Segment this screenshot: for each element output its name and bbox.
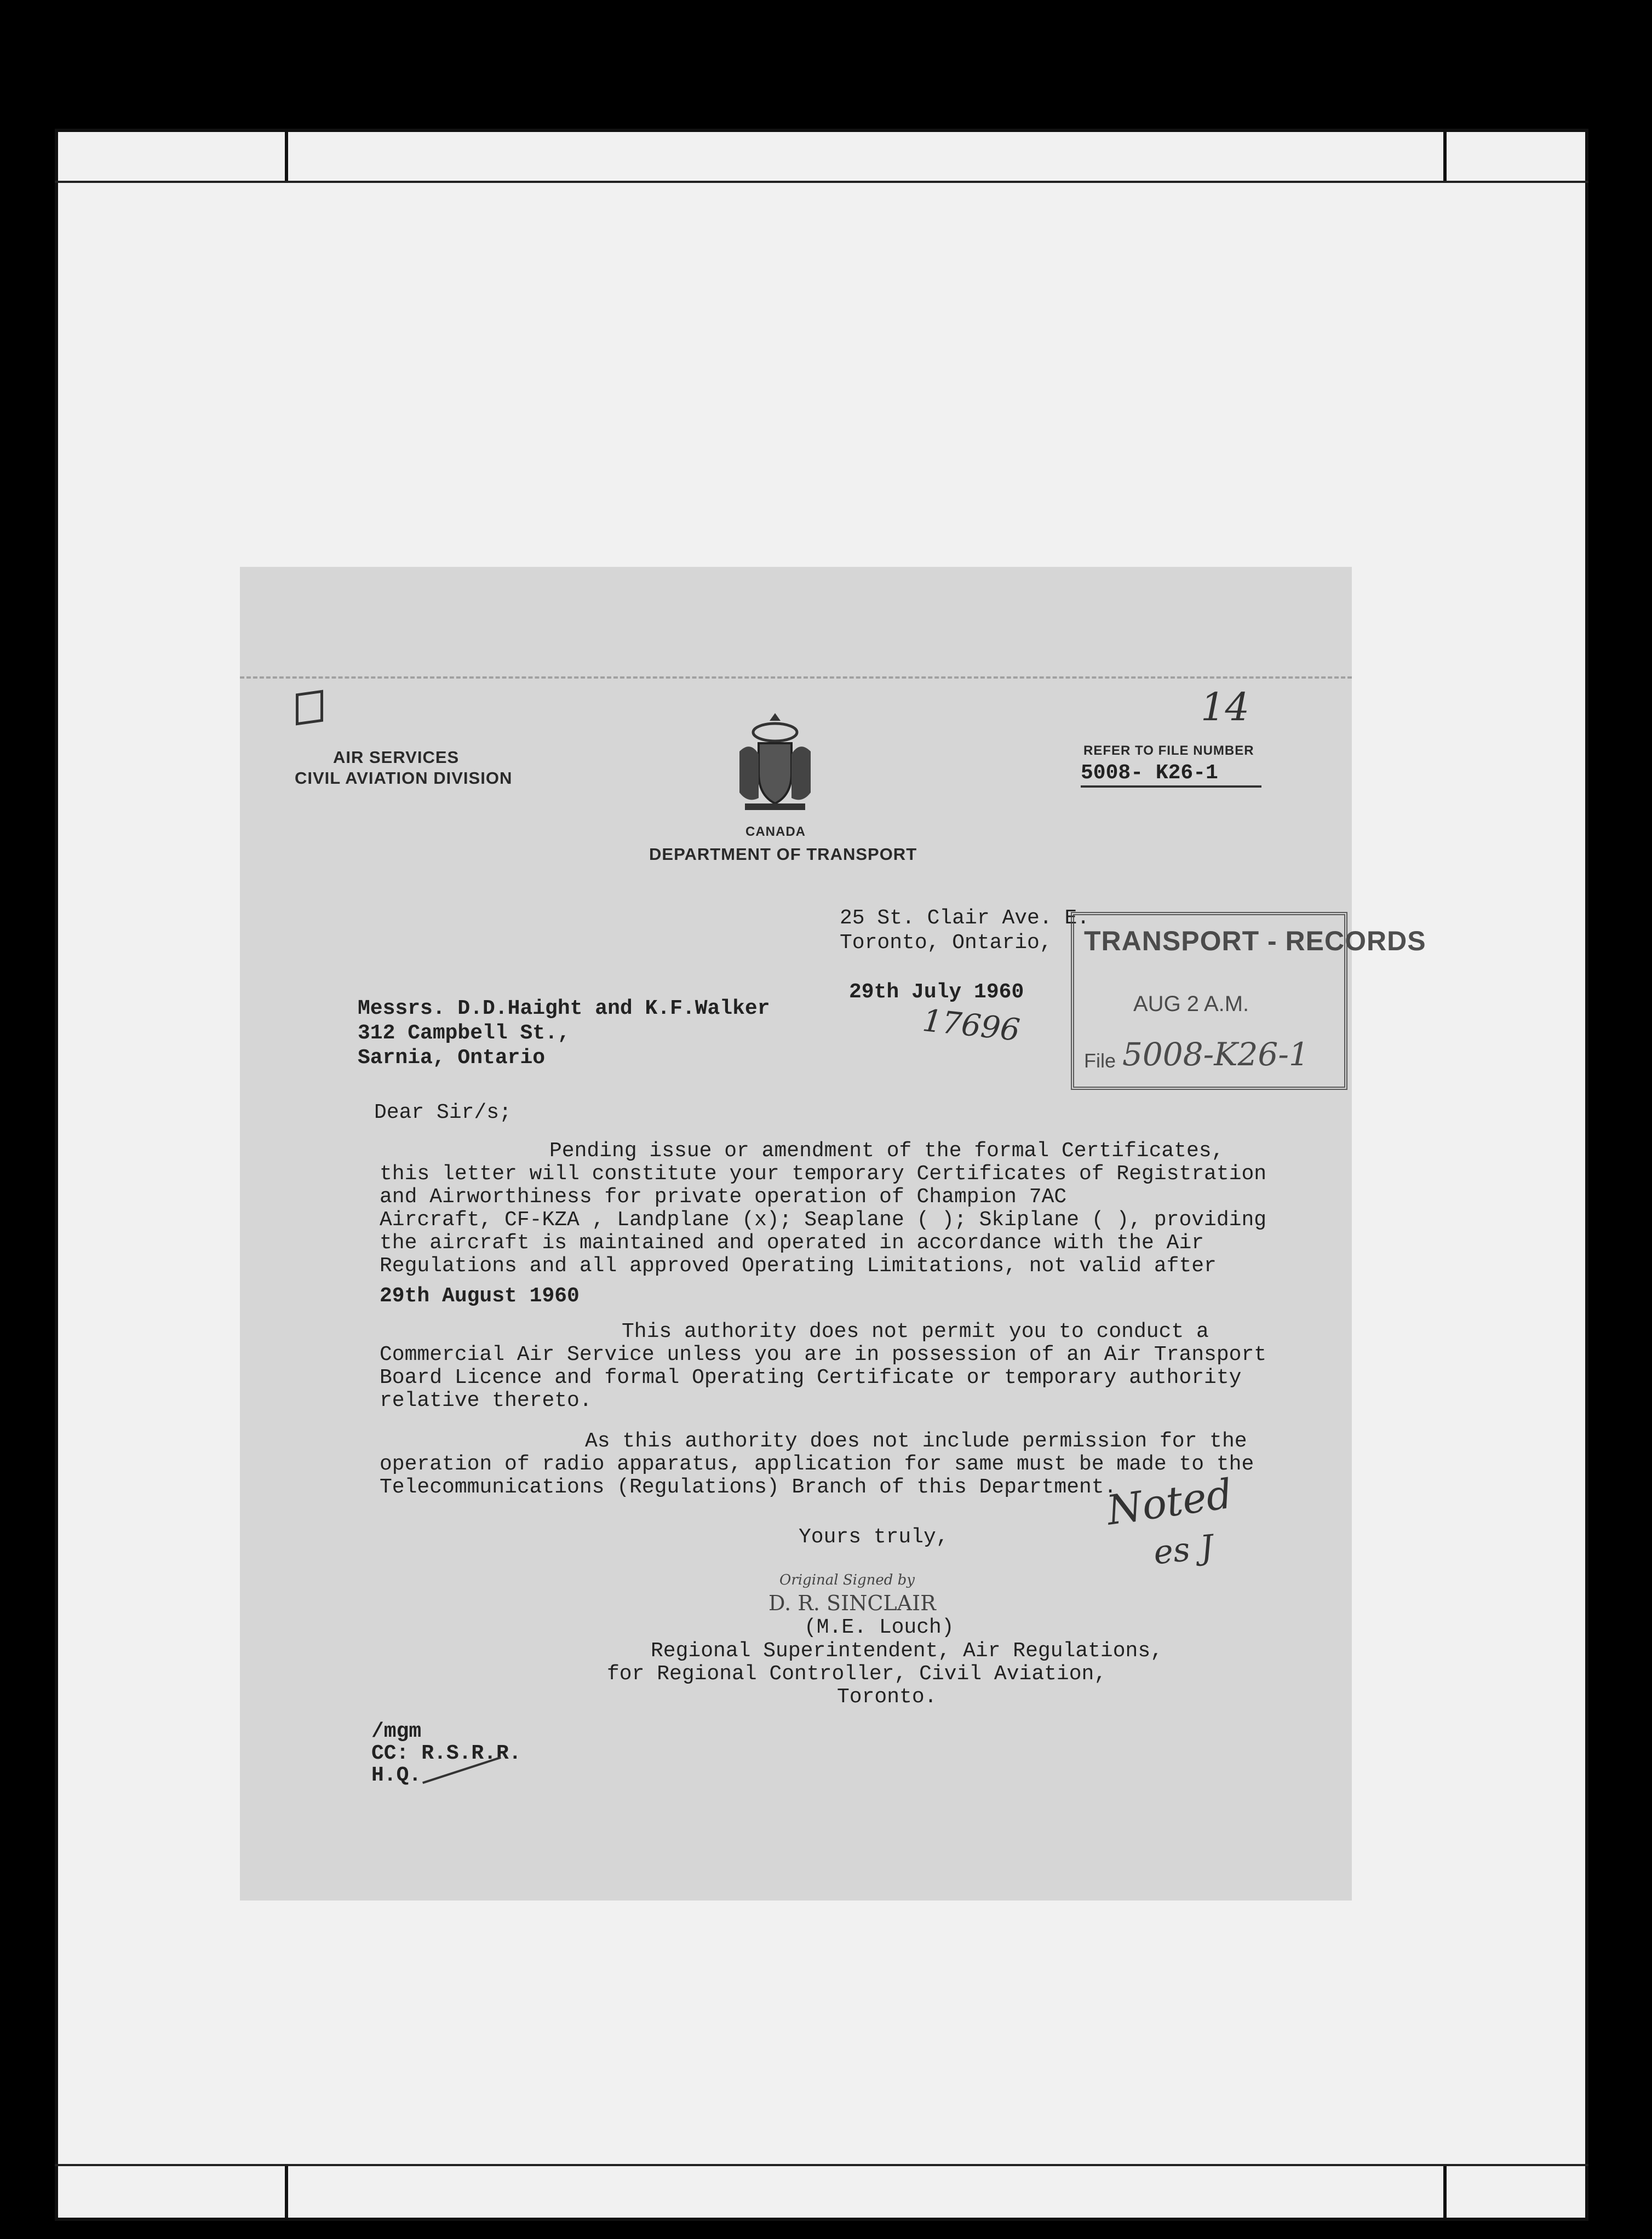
recipient-line3: Sarnia, Ontario [358, 1046, 546, 1070]
stamp-file-value: 5008-K26-1 [1122, 1036, 1309, 1073]
carbon-copy-hq: H.Q. [371, 1764, 422, 1787]
letterhead-left-line2: CIVIL AVIATION DIVISION [295, 768, 513, 788]
bottom-divider [1443, 2166, 1447, 2221]
signer-title2: for Regional Controller, Civil Aviation, [607, 1662, 1107, 1686]
body-line: relative thereto. [380, 1389, 592, 1413]
sender-address-line1: 25 St. Clair Ave. E. [840, 906, 1090, 930]
body-line: the aircraft is maintained and operated in accordance with the Air [380, 1231, 1204, 1255]
right-border [1585, 129, 1588, 2221]
signer-title3: Toronto. [837, 1685, 937, 1709]
letterhead-left-line1: AIR SERVICES [333, 748, 460, 767]
salutation: Dear Sir/s; [374, 1101, 512, 1124]
torn-edge-line [240, 676, 1352, 679]
valid-until-date: 29th August 1960 [380, 1284, 580, 1308]
stamp-file-label: File [1084, 1049, 1116, 1072]
body-line: this letter will constitute your temporary Certificates of Registration [380, 1162, 1267, 1186]
body-line: operation of radio apparatus, application for same must be made to the [380, 1453, 1254, 1476]
transport-records-stamp [1071, 912, 1426, 1090]
refer-to-file-label: REFER TO FILE NUMBER [1083, 743, 1254, 758]
top-divider [285, 129, 288, 181]
stamp-date: AUG 2 A.M. [1133, 992, 1249, 1016]
stamp-title: TRANSPORT - RECORDS [1084, 926, 1426, 956]
body-line: Commercial Air Service unless you are in possession of an Air Transport [380, 1343, 1267, 1367]
sender-address-line2: Toronto, Ontario, [840, 931, 1052, 955]
left-border [55, 129, 58, 2221]
file-number: 5008- K26-1 [1081, 761, 1261, 788]
body-line: Pending issue or amendment of the formal Certificates, [549, 1139, 1224, 1163]
body-line: Board Licence and formal Operating Certificate or temporary authority [380, 1366, 1242, 1390]
top-rule [55, 181, 1588, 183]
typist-initials: /mgm [371, 1720, 422, 1743]
signer-name: D. R. SINCLAIR [768, 1591, 936, 1615]
top-divider [1443, 129, 1447, 181]
letter-date: 29th July 1960 [849, 980, 1024, 1004]
bottom-rule [55, 2164, 1588, 2166]
signer-title1: Regional Superintendent, Air Regulations, [651, 1639, 1163, 1663]
handwritten-noted: Noted [1104, 1470, 1236, 1535]
recipient-line2: 312 Campbell St., [358, 1021, 570, 1045]
bottom-divider [285, 2166, 288, 2221]
body-line: Telecommunications (Regulations) Branch of this Department. [380, 1476, 1117, 1499]
original-signed-by: Original Signed by [779, 1572, 915, 1588]
body-line: Regulations and all approved Operating Limitations, not valid after [380, 1254, 1217, 1278]
body-line: This authority does not permit you to conduct a [622, 1320, 1209, 1344]
recipient-line1: Messrs. D.D.Haight and K.F.Walker [358, 997, 770, 1020]
reference-number: 17696 [921, 1002, 1022, 1049]
letterhead-department: DEPARTMENT OF TRANSPORT [649, 845, 917, 864]
closing: Yours truly, [799, 1525, 949, 1549]
body-line: Aircraft, CF-KZA , Landplane (x); Seaplane ( ); Skiplane ( ), providing [380, 1208, 1267, 1232]
letter-page [240, 567, 1426, 1901]
corner-mark-icon [296, 690, 323, 725]
handwritten-initials: es J [1151, 1528, 1215, 1572]
signer-initials: (M.E. Louch) [804, 1616, 954, 1639]
body-line: As this authority does not include permission for the [585, 1429, 1247, 1453]
coat-of-arms-icon [734, 710, 816, 814]
handwritten-page-number: 14 [1201, 685, 1250, 730]
carbon-copy: CC: R.S.R.R. [371, 1742, 521, 1765]
body-line: and Airworthiness for private operation of Champion 7AC [380, 1185, 1067, 1209]
letterhead-country: CANADA [745, 824, 806, 839]
